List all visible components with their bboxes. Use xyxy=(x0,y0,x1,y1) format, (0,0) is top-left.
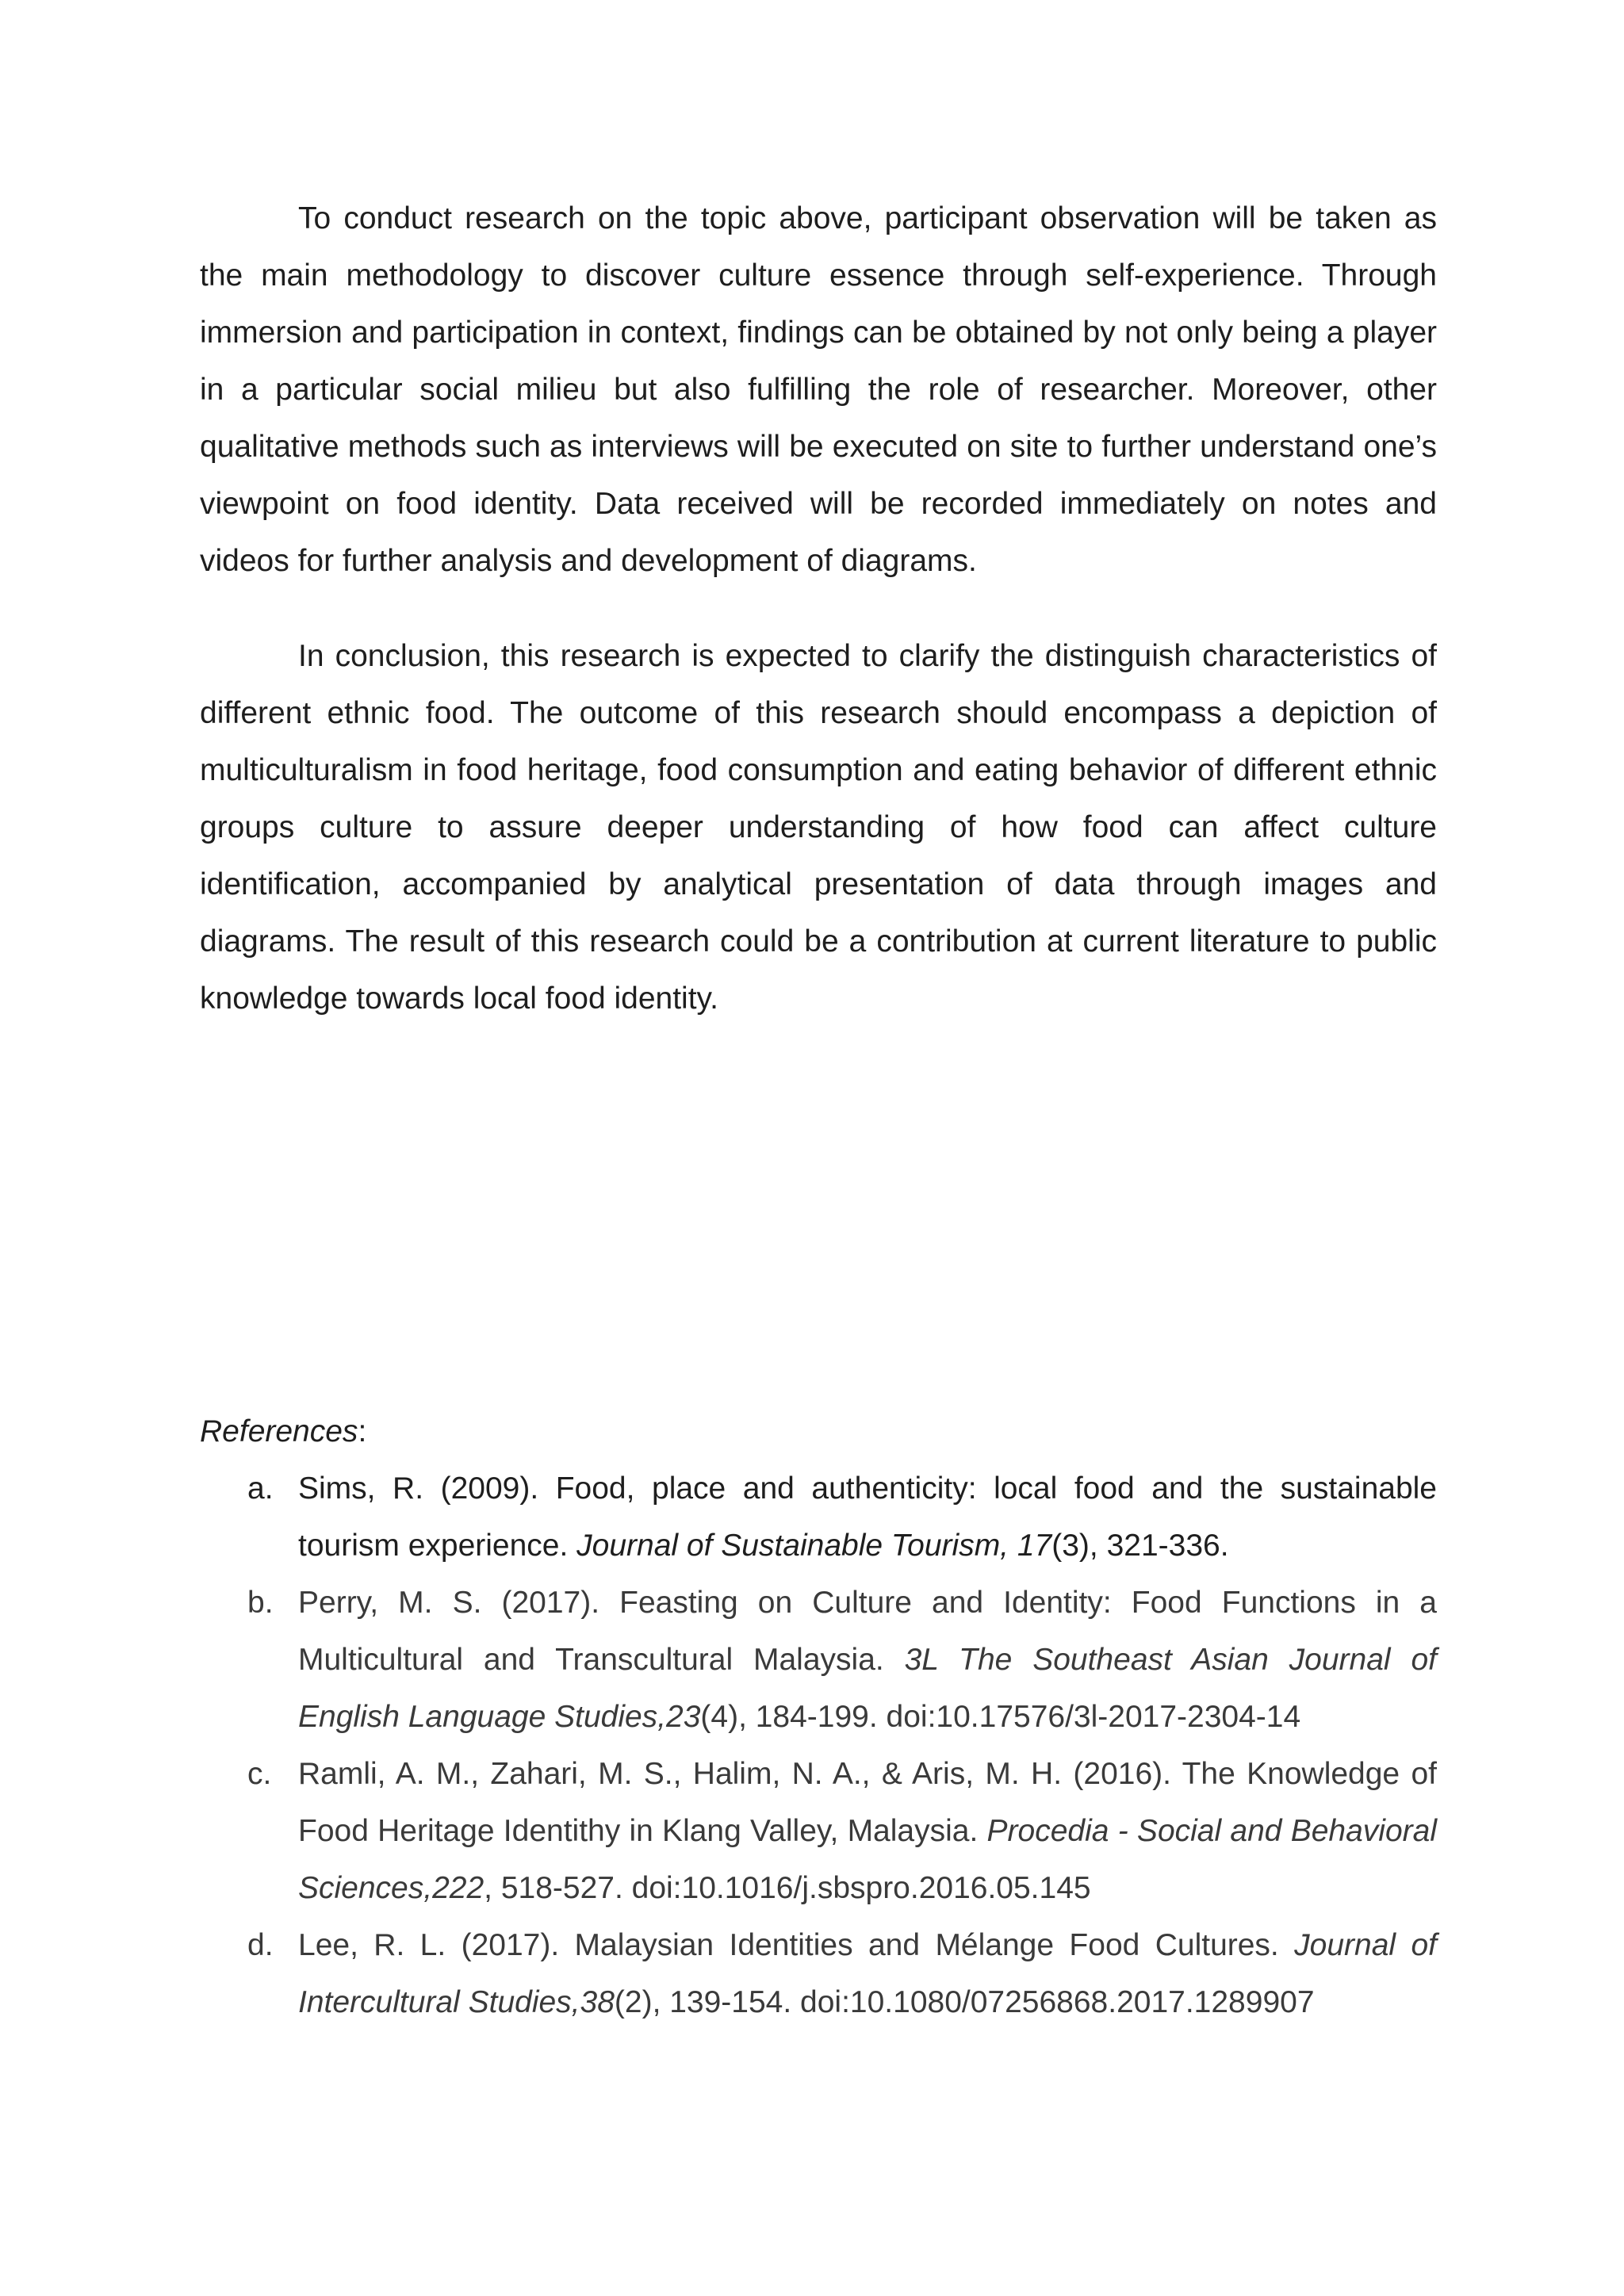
reference-marker: d. xyxy=(247,1928,274,1962)
references-heading-label: References xyxy=(200,1414,358,1448)
paragraph-conclusion: In conclusion, this research is expected to clarify the distinguish characteristics of different ethnic food. The outcome of this research should encompass a depiction of multiculturalism in food heritage, food consumption and eating behavior of different ethnic groups culture to assure deeper understanding of how food can affect culture identification, accompanied by analytical presentation of data through images and diagrams. The result of this research could be a contribution at current literature to public knowledge towards local food identity. xyxy=(200,639,1437,1016)
reference-item-c xyxy=(200,1746,1437,1917)
reference-text: Perry, M. S. (2017). Feasting on Culture and Identity: Food Functions in a Multicultural and Transcultural Malaysia. xyxy=(298,1586,1437,1677)
reference-text: Ramli, A. M., Zahari, M. S., Halim, N. A., & Aris, M. H. (2016). The Knowledge of Food Heritage Identithy in Klang Valley, Malaysia. xyxy=(298,1757,1437,1848)
reference-item-b xyxy=(200,1575,1437,1746)
reference-details: (2), 139-154. doi:10.1080/07256868.2017.1289907 xyxy=(614,1985,1315,2019)
reference-list xyxy=(200,1460,1437,2031)
body-section-conclusion xyxy=(200,628,1437,1027)
reference-details: (3), 321-336. xyxy=(1051,1529,1229,1563)
body-section-methodology xyxy=(200,190,1437,590)
reference-marker: b. xyxy=(247,1586,274,1620)
references-heading-colon: : xyxy=(358,1414,367,1448)
reference-details: , 518-527. doi:10.1016/j.sbspro.2016.05.145 xyxy=(484,1871,1091,1905)
reference-marker: a. xyxy=(247,1471,274,1506)
paragraph-methodology: To conduct research on the topic above, participant observation will be taken as the main methodology to discover culture essence through self-experience. Through immersion and participation in context, findings can be obtained by not only being a player in a particular social milieu but also fulfilling the role of researcher. Moreover, other qualitative methods such as interviews will be executed on site to further understand one’s viewpoint on food identity. Data received will be recorded immediately on notes and videos for further analysis and development of diagrams. xyxy=(200,201,1437,578)
reference-journal: Journal of Intercultural Studies,38 xyxy=(298,1928,1437,2019)
reference-text: Sims, R. (2009). Food, place and authenticity: local food and the sustainable tourism experience. xyxy=(298,1471,1437,1563)
reference-journal: Journal of Sustainable Tourism, 17 xyxy=(576,1529,1052,1563)
reference-item-d xyxy=(200,1917,1437,2031)
reference-details: (4), 184-199. doi:10.17576/3l-2017-2304-14 xyxy=(700,1700,1301,1734)
reference-journal: Procedia - Social and Behavioral Sciences,222 xyxy=(298,1814,1437,1905)
reference-text: Lee, R. L. (2017). Malaysian Identities and Mélange Food Cultures. xyxy=(298,1928,1295,1962)
reference-marker: c. xyxy=(247,1757,272,1791)
reference-item-a xyxy=(200,1460,1437,1575)
reference-journal: 3L The Southeast Asian Journal of English Language Studies,23 xyxy=(298,1643,1437,1734)
references-heading xyxy=(200,1403,366,1460)
